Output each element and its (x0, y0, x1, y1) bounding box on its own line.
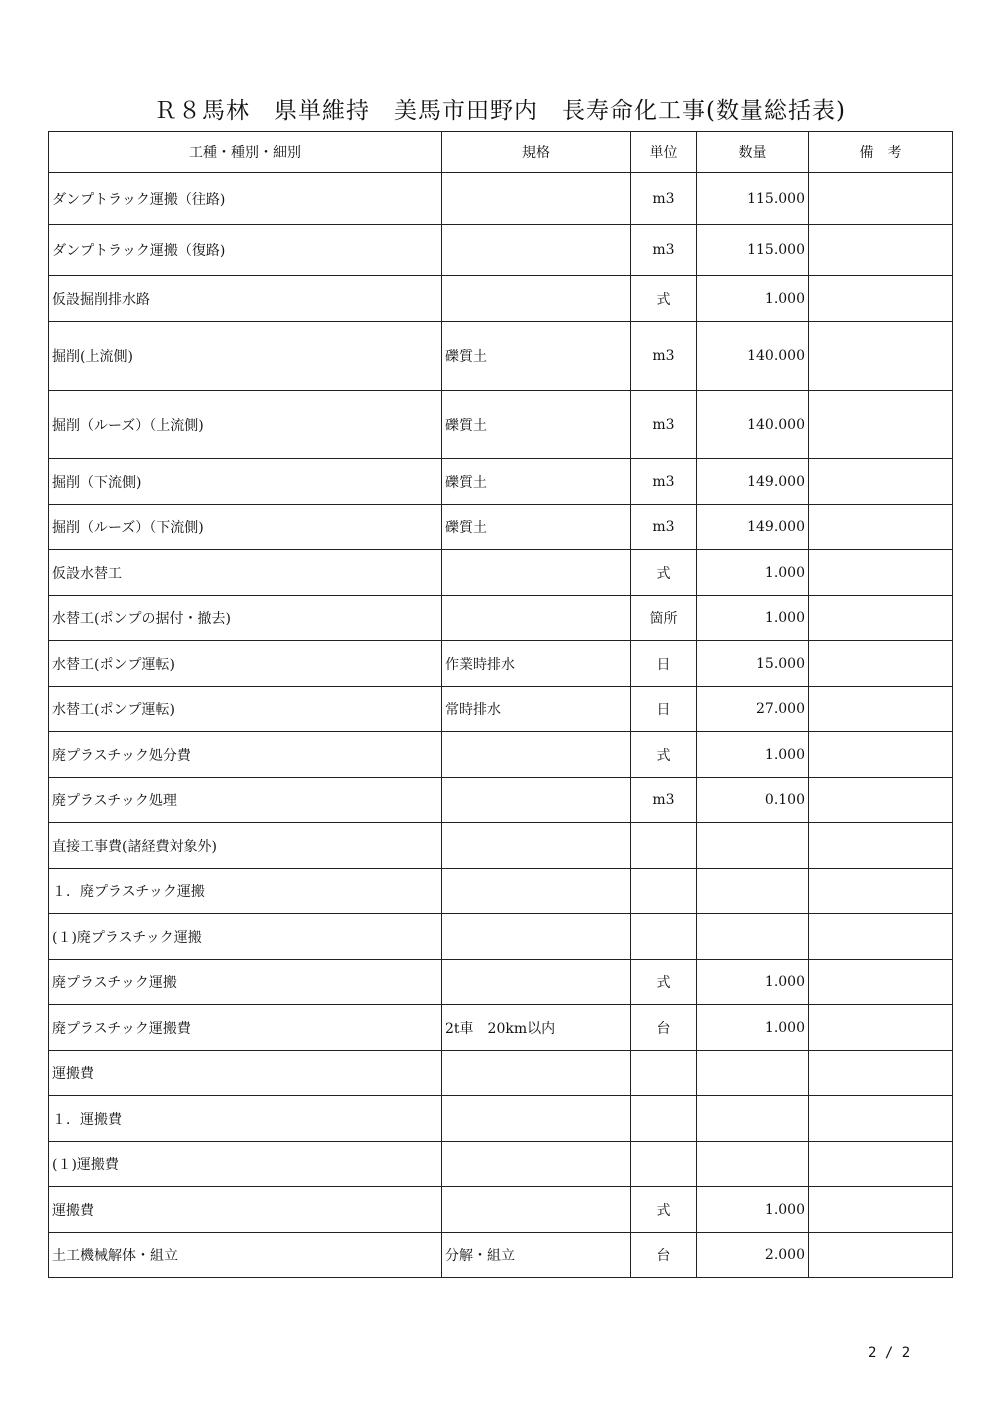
note-cell (809, 823, 953, 869)
qty-cell (697, 1142, 809, 1187)
header-note: 備 考 (809, 132, 953, 173)
spec-cell (442, 276, 631, 322)
spec-cell (442, 173, 631, 225)
qty-cell (697, 1051, 809, 1096)
note-cell (809, 225, 953, 276)
table-row (49, 391, 953, 459)
note-cell (809, 1005, 953, 1051)
item-cell: 水替工(ポンプ運転) (49, 641, 442, 687)
item-cell: 廃プラスチック運搬費 (49, 1005, 442, 1051)
qty-cell: 1.000 (697, 550, 809, 596)
note-cell (809, 687, 953, 732)
unit-cell: 日 (631, 687, 697, 732)
table-row (49, 1096, 953, 1142)
unit-cell: m3 (631, 391, 697, 459)
note-cell (809, 1051, 953, 1096)
spec-cell: 分解・組立 (442, 1233, 631, 1278)
note-cell (809, 1233, 953, 1278)
qty-cell: 2.000 (697, 1233, 809, 1278)
item-cell: (１)運搬費 (49, 1142, 442, 1187)
qty-cell: 1.000 (697, 276, 809, 322)
qty-cell (697, 823, 809, 869)
note-cell (809, 732, 953, 778)
qty-cell: 115.000 (697, 225, 809, 276)
table-row (49, 778, 953, 823)
note-cell (809, 869, 953, 914)
page-number: 2 / 2 (868, 1345, 911, 1361)
spec-cell: 常時排水 (442, 687, 631, 732)
note-cell (809, 173, 953, 225)
qty-cell: 15.000 (697, 641, 809, 687)
note-cell (809, 641, 953, 687)
table-row (49, 1233, 953, 1278)
table-row (49, 1005, 953, 1051)
item-cell: １．廃プラスチック運搬 (49, 869, 442, 914)
unit-cell: 台 (631, 1233, 697, 1278)
table-row (49, 1142, 953, 1187)
table-row (49, 823, 953, 869)
unit-cell: m3 (631, 778, 697, 823)
quantity-summary-table (48, 131, 953, 1278)
qty-cell: 27.000 (697, 687, 809, 732)
item-cell: ダンプトラック運搬（往路) (49, 173, 442, 225)
qty-cell: 1.000 (697, 960, 809, 1005)
note-cell (809, 1096, 953, 1142)
header-spec: 規格 (442, 132, 631, 173)
table-row (49, 1051, 953, 1096)
item-cell: (１)廃プラスチック運搬 (49, 914, 442, 960)
item-cell: 水替工(ポンプの据付・撤去) (49, 596, 442, 641)
unit-cell: m3 (631, 505, 697, 550)
item-cell: 掘削（下流側) (49, 459, 442, 505)
spec-cell (442, 778, 631, 823)
spec-cell: 礫質土 (442, 459, 631, 505)
qty-cell: 1.000 (697, 732, 809, 778)
spec-cell (442, 869, 631, 914)
item-cell: 廃プラスチック処分費 (49, 732, 442, 778)
table-row (49, 869, 953, 914)
note-cell (809, 1187, 953, 1233)
unit-cell (631, 823, 697, 869)
table-row (49, 505, 953, 550)
qty-cell: 140.000 (697, 322, 809, 391)
item-cell: 掘削(上流側) (49, 322, 442, 391)
table-row (49, 1187, 953, 1233)
item-cell: 仮設水替工 (49, 550, 442, 596)
table-row (49, 322, 953, 391)
table-row (49, 914, 953, 960)
qty-cell: 149.000 (697, 459, 809, 505)
spec-cell (442, 914, 631, 960)
unit-cell: m3 (631, 459, 697, 505)
spec-cell (442, 960, 631, 1005)
note-cell (809, 1142, 953, 1187)
item-cell: 掘削（ルーズ）（上流側) (49, 391, 442, 459)
spec-cell (442, 596, 631, 641)
qty-cell: 1.000 (697, 1187, 809, 1233)
unit-cell: m3 (631, 322, 697, 391)
page-title: Ｒ８馬林 県単維持 美馬市田野内 長寿命化工事(数量総括表) (154, 98, 846, 124)
spec-cell (442, 1187, 631, 1233)
spec-cell: 礫質土 (442, 322, 631, 391)
note-cell (809, 505, 953, 550)
note-cell (809, 322, 953, 391)
unit-cell: 台 (631, 1005, 697, 1051)
spec-cell: 礫質土 (442, 505, 631, 550)
qty-cell (697, 1096, 809, 1142)
unit-cell: 式 (631, 276, 697, 322)
note-cell (809, 459, 953, 505)
item-cell: 廃プラスチック運搬 (49, 960, 442, 1005)
item-cell: 土工機械解体・組立 (49, 1233, 442, 1278)
item-cell: 水替工(ポンプ運転) (49, 687, 442, 732)
qty-cell: 1.000 (697, 596, 809, 641)
item-cell: 運搬費 (49, 1187, 442, 1233)
qty-cell: 1.000 (697, 1005, 809, 1051)
qty-cell: 149.000 (697, 505, 809, 550)
unit-cell: 式 (631, 550, 697, 596)
unit-cell: 式 (631, 1187, 697, 1233)
table-row (49, 459, 953, 505)
note-cell (809, 960, 953, 1005)
table-row (49, 276, 953, 322)
header-qty: 数量 (697, 132, 809, 173)
qty-cell: 140.000 (697, 391, 809, 459)
spec-cell: 礫質土 (442, 391, 631, 459)
spec-cell (442, 732, 631, 778)
unit-cell (631, 1096, 697, 1142)
qty-cell: 115.000 (697, 173, 809, 225)
table-row (49, 960, 953, 1005)
table-row (49, 225, 953, 276)
note-cell (809, 276, 953, 322)
spec-cell (442, 823, 631, 869)
table-row (49, 687, 953, 732)
note-cell (809, 391, 953, 459)
qty-cell: 0.100 (697, 778, 809, 823)
table-row (49, 173, 953, 225)
unit-cell: m3 (631, 225, 697, 276)
unit-cell (631, 914, 697, 960)
unit-cell: m3 (631, 173, 697, 225)
spec-cell: 2t車 20km以内 (442, 1005, 631, 1051)
qty-cell (697, 914, 809, 960)
unit-cell: 日 (631, 641, 697, 687)
table-row (49, 596, 953, 641)
table-body (49, 173, 953, 1278)
table-row (49, 732, 953, 778)
unit-cell (631, 1051, 697, 1096)
header-item: 工種・種別・細別 (49, 132, 442, 173)
spec-cell (442, 1142, 631, 1187)
unit-cell: 式 (631, 960, 697, 1005)
header-unit: 単位 (631, 132, 697, 173)
note-cell (809, 596, 953, 641)
item-cell: ダンプトラック運搬（復路) (49, 225, 442, 276)
table-row (49, 550, 953, 596)
spec-cell (442, 1051, 631, 1096)
unit-cell: 式 (631, 732, 697, 778)
item-cell: 掘削（ルーズ）（下流側) (49, 505, 442, 550)
item-cell: 廃プラスチック処理 (49, 778, 442, 823)
item-cell: 運搬費 (49, 1051, 442, 1096)
item-cell: 直接工事費(諸経費対象外) (49, 823, 442, 869)
qty-cell (697, 869, 809, 914)
unit-cell: 箇所 (631, 596, 697, 641)
spec-cell (442, 550, 631, 596)
spec-cell (442, 225, 631, 276)
unit-cell (631, 1142, 697, 1187)
unit-cell (631, 869, 697, 914)
table-header-row (49, 132, 953, 173)
note-cell (809, 550, 953, 596)
table-row (49, 641, 953, 687)
item-cell: １．運搬費 (49, 1096, 442, 1142)
note-cell (809, 914, 953, 960)
spec-cell (442, 1096, 631, 1142)
spec-cell: 作業時排水 (442, 641, 631, 687)
note-cell (809, 778, 953, 823)
item-cell: 仮設掘削排水路 (49, 276, 442, 322)
